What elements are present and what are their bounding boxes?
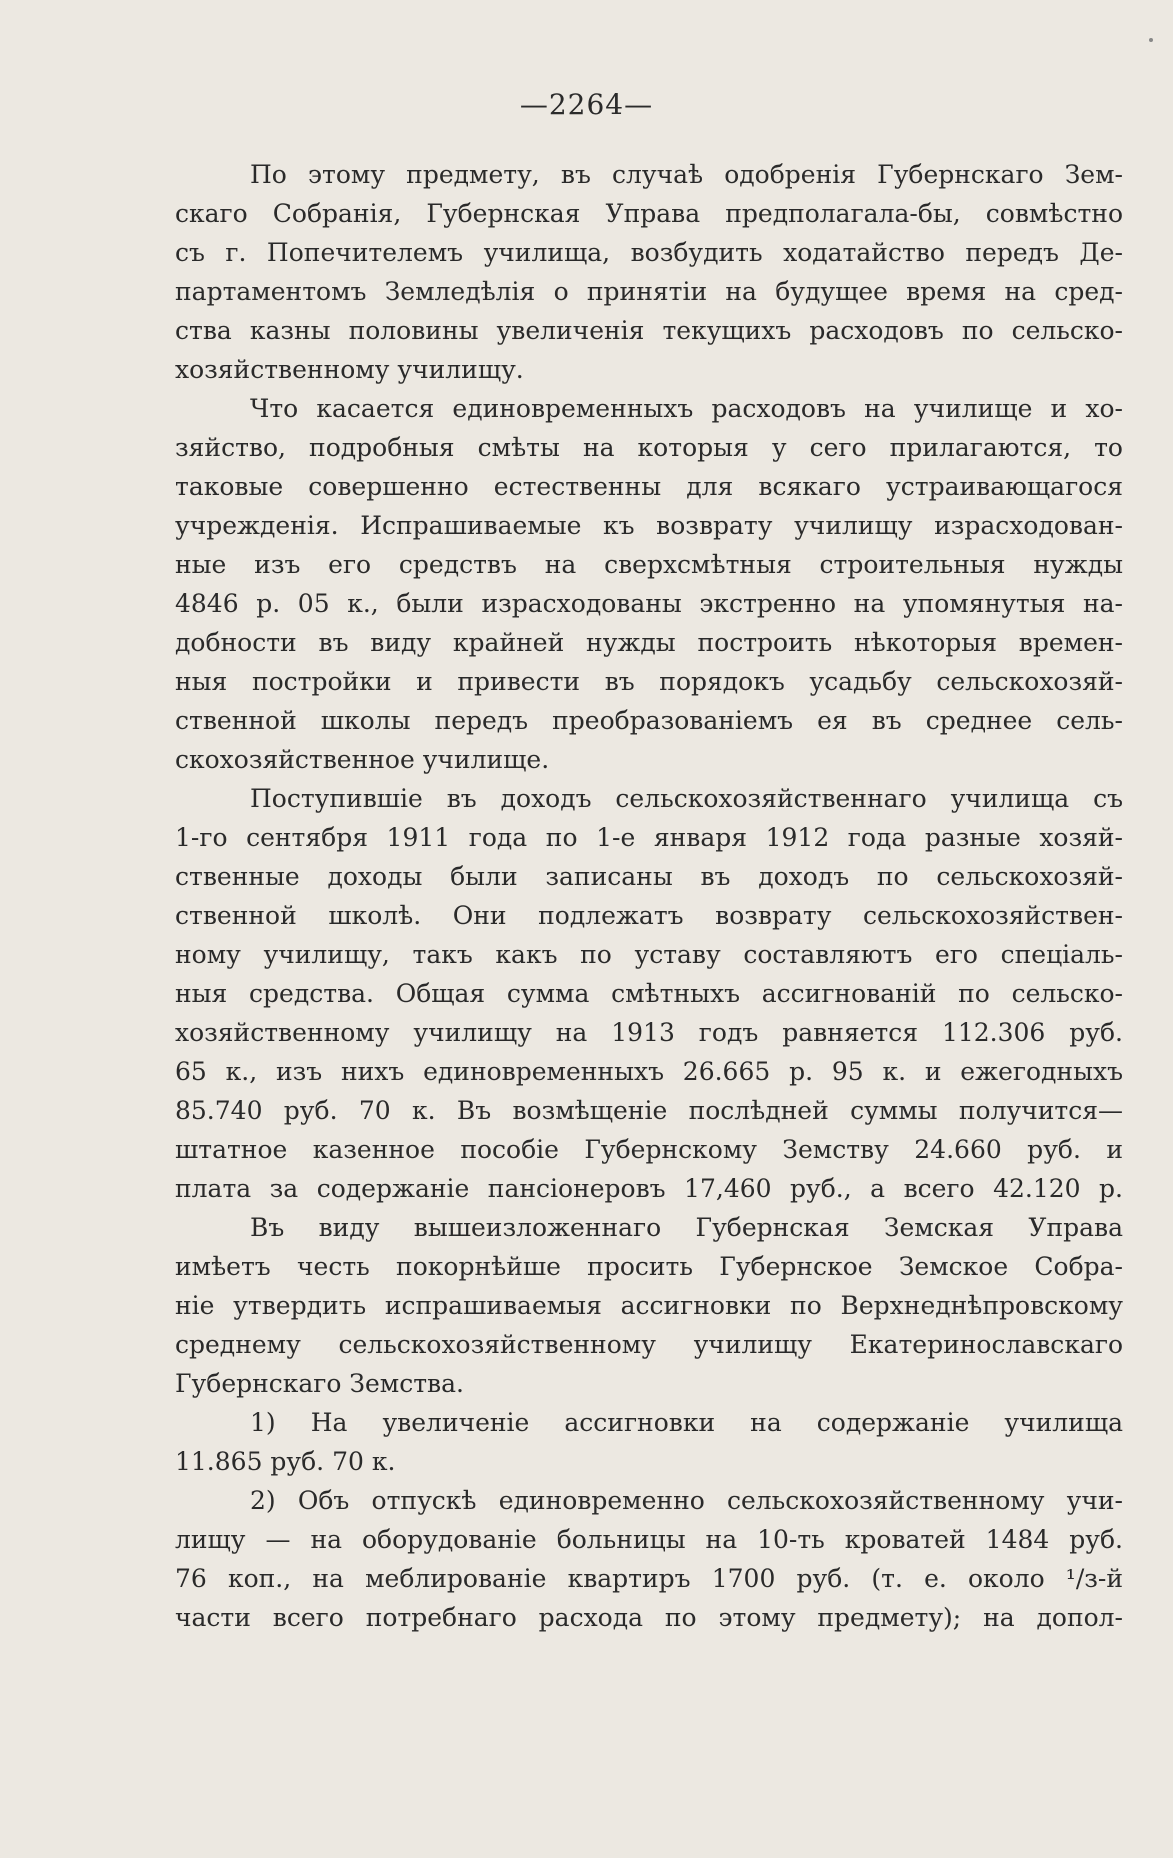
text-line: 1-го сентября 1911 года по 1-е января 1912 года разные хозяй- xyxy=(175,823,1123,852)
text-line: ства казны половины увеличенія текущихъ расходовъ по сельско- xyxy=(175,316,1123,345)
text-line: ныя средства. Общая сумма смѣтныхъ ассигнованій по сельско- xyxy=(175,979,1123,1008)
text-line: ному училищу, такъ какъ по уставу составляютъ его спеціаль- xyxy=(175,940,1123,969)
paragraph xyxy=(175,155,1123,389)
text-line: ственной школы передъ преобразованіемъ ея въ среднее сель- xyxy=(175,706,1123,735)
text-line: хозяйственному училищу. xyxy=(175,355,524,384)
text-line: среднему сельскохозяйственному училищу Екатеринославскаго xyxy=(175,1330,1123,1359)
text-line: 2) Объ отпускѣ единовременно сельскохозяйственному учи- xyxy=(250,1486,1123,1515)
text-line: хозяйственному училищу на 1913 годъ равняется 112.306 руб. xyxy=(175,1018,1123,1047)
text-line: 76 коп., на меблированіе квартиръ 1700 руб. (т. е. около ¹/з-й xyxy=(175,1564,1123,1593)
text-line: плата за содержаніе пансіонеровъ 17,460 руб., а всего 42.120 р. xyxy=(175,1174,1123,1203)
text-line: скаго Собранія, Губернская Управа предполагала-бы, совмѣстно xyxy=(175,199,1123,228)
text-line: ственные доходы были записаны въ доходъ по сельскохозяй- xyxy=(175,862,1123,891)
text-line: партаментомъ Земледѣлія о принятіи на будущее время на сред- xyxy=(175,277,1123,306)
text-line: таковые совершенно естественны для всякаго устраивающагося xyxy=(175,472,1123,501)
page-number: —2264— xyxy=(519,88,654,121)
text-line: лищу — на оборудованіе больницы на 10-ть кроватей 1484 руб. xyxy=(175,1525,1123,1554)
text-line: Губернскаго Земства. xyxy=(175,1369,464,1398)
text-line: ственной школѣ. Они подлежатъ возврату сельскохозяйствен- xyxy=(175,901,1123,930)
text-line: ные изъ его средствъ на сверхсмѣтныя строительныя нужды xyxy=(175,550,1123,579)
text-line: 11.865 руб. 70 к. xyxy=(175,1447,396,1476)
text-line: ніе утвердить испрашиваемыя ассигновки по Верхнеднѣпровскому xyxy=(175,1291,1123,1320)
text-line: 65 к., изъ нихъ единовременныхъ 26.665 р. 95 к. и ежегодныхъ xyxy=(175,1057,1123,1086)
paragraph xyxy=(175,1208,1123,1403)
text-line: Поступившіе въ доходъ сельскохозяйственнаго училища съ xyxy=(250,784,1123,813)
text-line: Въ виду вышеизложеннаго Губернская Земская Управа xyxy=(250,1213,1123,1242)
text-line: По этому предмету, въ случаѣ одобренія Губернскаго Зем- xyxy=(250,160,1123,189)
paragraph xyxy=(175,389,1123,779)
paragraph xyxy=(175,1481,1123,1637)
text-line: 1) На увеличеніе ассигновки на содержаніе училища xyxy=(250,1408,1123,1437)
text-line: съ г. Попечителемъ училища, возбудить ходатайство передъ Де- xyxy=(175,238,1123,267)
text-line: части всего потребнаго расхода по этому предмету); на допол- xyxy=(175,1603,1123,1632)
text-line: добности въ виду крайней нужды построить нѣкоторыя времен- xyxy=(175,628,1123,657)
text-line: скохозяйственное училище. xyxy=(175,745,550,774)
text-line: 85.740 руб. 70 к. Въ возмѣщеніе послѣдней суммы получится— xyxy=(175,1096,1123,1125)
text-line: Что касается единовременныхъ расходовъ на училище и хо- xyxy=(250,394,1123,423)
text-line: ныя постройки и привести въ порядокъ усадьбу сельскохозяй- xyxy=(175,667,1123,696)
text-line: зяйство, подробныя смѣты на которыя у сего прилагаются, то xyxy=(175,433,1123,462)
text-line: учрежденія. Испрашиваемые къ возврату училищу израсходован- xyxy=(175,511,1123,540)
text-line: 4846 р. 05 к., были израсходованы экстренно на упомянутыя на- xyxy=(175,589,1123,618)
paragraph xyxy=(175,779,1123,1208)
text-line: штатное казенное пособіе Губернскому Земству 24.660 руб. и xyxy=(175,1135,1123,1164)
paper-speck xyxy=(1149,38,1153,42)
text-line: имѣетъ честь покорнѣйше просить Губернское Земское Собра- xyxy=(175,1252,1123,1281)
paragraph xyxy=(175,1403,1123,1481)
body-text xyxy=(175,155,1123,1637)
